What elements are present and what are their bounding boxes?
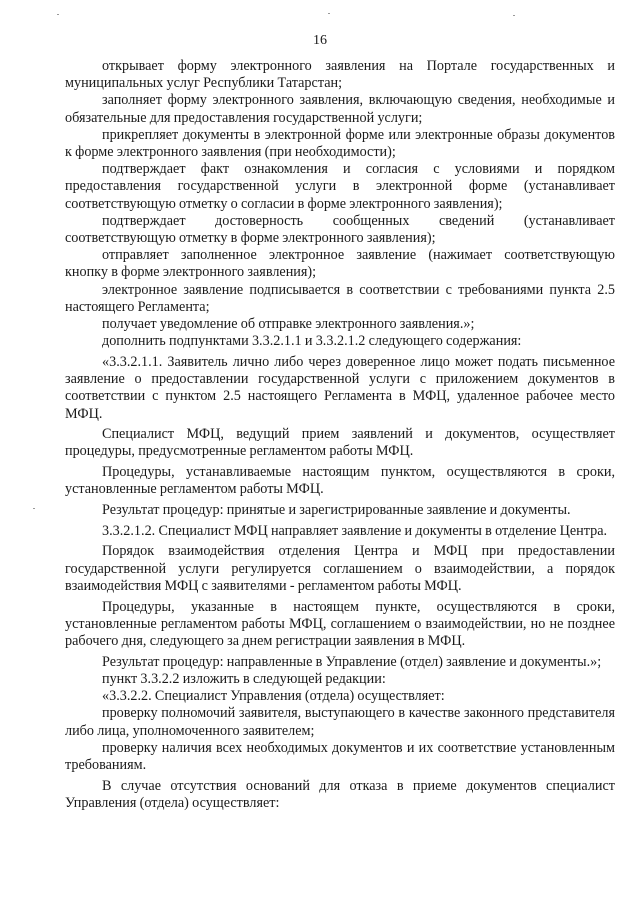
paragraph: Результат процедур: направленные в Управление (отдел) заявление и документы.»; xyxy=(102,653,602,670)
paragraph: «3.3.2.2. Специалист Управления (отдела) осуществляет: xyxy=(102,688,445,705)
paragraph: получает уведомление об отправке электронного заявления.»; xyxy=(102,316,475,333)
scan-speck xyxy=(513,15,515,16)
paragraph: подтверждает факт ознакомления и согласия с условиями и порядком предоставления государственной услуги в электронной форме (устанавливает соответствующую отметку о согласии в форме электронного заявления); xyxy=(65,161,615,212)
paragraph: пункт 3.3.2.2 изложить в следующей редакции: xyxy=(102,670,386,687)
scan-speck xyxy=(57,14,59,15)
paragraph: прикрепляет документы в электронной форме или электронные образы документов к форме электронного заявления (при необходимости); xyxy=(65,126,615,161)
paragraph: Процедуры, указанные в настоящем пункте, осуществляются в сроки, установленные регламентом работы МФЦ, соглашением о взаимодействии, но не позднее рабочего дня, следующего за днем регистрации заявления в МФЦ. xyxy=(65,598,615,649)
scan-speck xyxy=(328,13,330,14)
paragraph: электронное заявление подписывается в соответствии с требованиями пункта 2.5 настоящего Регламента; xyxy=(65,281,615,315)
paragraph: отправляет заполненное электронное заявление (нажимает соответствующую кнопку в форме электронного заявления); xyxy=(65,247,615,281)
paragraph: В случае отсутствия оснований для отказа в приеме документов специалист Управления (отдела) осуществляет: xyxy=(65,777,615,811)
document-body xyxy=(65,58,615,812)
paragraph: подтверждает достоверность сообщенных сведений (устанавливает соответствующую отметку в форме электронного заявления); xyxy=(65,212,615,247)
paragraph: «3.3.2.1.1. Заявитель лично либо через доверенное лицо может подать письменное заявление о предоставлении государственной услуги с приложением документов в соответствии с пунктом 2.5 настоящего Регламента в МФЦ, удаленное рабочее место МФЦ. xyxy=(65,353,615,422)
paragraph: заполняет форму электронного заявления, включающую сведения, необходимые и обязательные для предоставления государственной услуги; xyxy=(65,92,615,126)
page-number: 16 xyxy=(313,33,327,48)
paragraph: Специалист МФЦ, ведущий прием заявлений и документов, осуществляет процедуры, предусмотренные регламентом работы МФЦ. xyxy=(65,426,615,460)
paragraph: открывает форму электронного заявления на Портале государственных и муниципальных услуг Республики Татарстан; xyxy=(65,58,615,92)
paragraph: проверку наличия всех необходимых документов и их соответствие установленным требованиям. xyxy=(65,739,615,773)
paragraph: дополнить подпунктами 3.3.2.1.1 и 3.3.2.1.2 следующего содержания: xyxy=(102,333,522,350)
scan-speck xyxy=(33,508,35,509)
paragraph: Процедуры, устанавливаемые настоящим пунктом, осуществляются в сроки, установленные регламентом работы МФЦ. xyxy=(65,464,615,498)
paragraph: Порядок взаимодействия отделения Центра и МФЦ при предоставлении государственной услуги регулируется соглашением о взаимодействии, а порядок взаимодействия МФЦ с заявителями - регламентом работы МФЦ. xyxy=(65,543,615,594)
paragraph: Результат процедур: принятые и зарегистрированные заявление и документы. xyxy=(102,502,571,519)
paragraph: проверку полномочий заявителя, выступающего в качестве законного представителя либо лица, уполномоченного заявителем; xyxy=(65,705,615,739)
paragraph: 3.3.2.1.2. Специалист МФЦ направляет заявление и документы в отделение Центра. xyxy=(102,522,608,539)
